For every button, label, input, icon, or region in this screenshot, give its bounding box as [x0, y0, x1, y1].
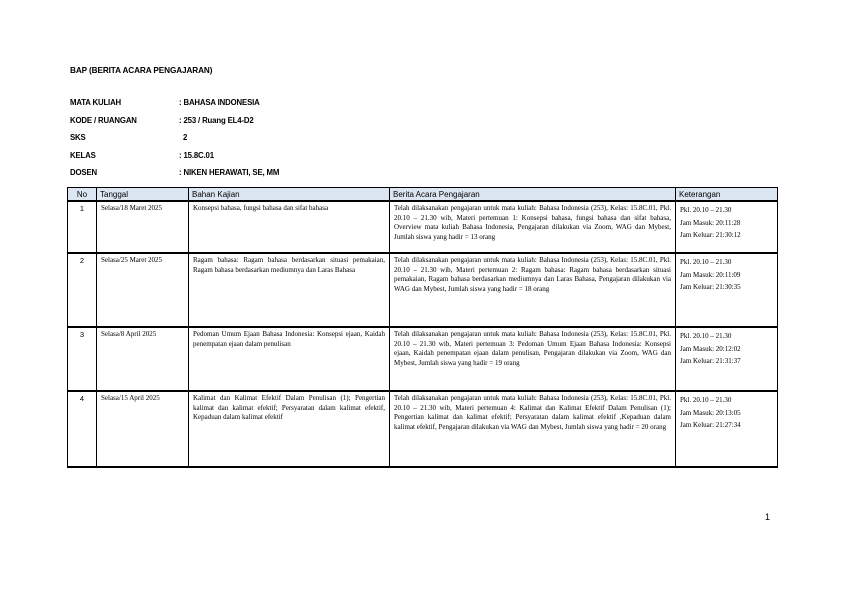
- meta-key: DOSEN: [70, 168, 97, 177]
- ket-pukul: Pkl. 20.10 – 21.30: [680, 258, 732, 266]
- meta-key: SKS: [70, 133, 86, 142]
- meta-value: : BAHASA INDONESIA: [179, 98, 260, 107]
- ket-jam-masuk: Jam Masuk: 20:13:05: [680, 408, 741, 417]
- cell-keterangan: [676, 391, 778, 467]
- cell-tanggal: Selasa/8 April 2025: [97, 327, 189, 391]
- bap-table: [67, 187, 778, 468]
- meta-value: 2: [179, 133, 188, 142]
- header-no: No: [68, 188, 97, 202]
- ket-jam-masuk: Jam Masuk: 20:11:09: [680, 270, 741, 279]
- ket-pukul: Pkl. 20.10 – 21.30: [680, 206, 732, 214]
- cell-keterangan: [676, 253, 778, 327]
- cell-berita-acara: Telah dilaksanakan pengajaran untuk mata kuliah: Bahasa Indonesia (253), Kelas: 15.8C.01, Pkl. 20.10 – 21.30 wib, Materi pertemuan 1: Konsepsi bahasa, fungsi bahasa dan sifat bahasa, Overview mata kuliah Bahasa Indonesia, Pengajaran dilakukan via Zoom, WAG dan Mybest, Jumlah siswa yang hadir = 13 orang: [390, 201, 676, 253]
- cell-berita-acara: Telah dilaksanakan pengajaran untuk mata kuliah: Bahasa Indonesia (253), Kelas: 15.8C.01, Pkl. 20.10 – 21.30 wib, Materi pertemuan 4: Kalimat dan Kalimat Efektif Dalam Penulisan (1); Pengertian kalimat dan kalimat efektif; Persyaratan dalam kalimat efektif ,Kepaduan dalam kalimat efektif, Pengajaran dilakukan via WAG dan Mybest, Jumlah siswa yang hadir = 20 orang: [390, 391, 676, 467]
- cell-no: 2: [68, 253, 97, 327]
- cell-no: 3: [68, 327, 97, 391]
- header-bahan-kajian: Bahan Kajian: [189, 188, 390, 202]
- table-row: [68, 391, 778, 467]
- table-row: [68, 201, 778, 253]
- ket-jam-keluar: Jam Keluar: 21:31:37: [680, 357, 741, 365]
- cell-no: 4: [68, 391, 97, 467]
- meta-value: : NIKEN HERAWATI, SE, MM: [179, 168, 280, 177]
- cell-tanggal: Selasa/25 Maret 2025: [97, 253, 189, 327]
- cell-bahan-kajian: Ragam bahasa: Ragam bahasa berdasarkan situasi pemakaian, Ragam bahasa berdasarkan mediumnya dan Laras Bahasa: [189, 253, 390, 327]
- cell-berita-acara: Telah dilaksanakan pengajaran untuk mata kuliah: Bahasa Indonesia (253), Kelas: 15.8C.01, Pkl. 20.10 – 21.30 wib, Materi pertemuan 2: Ragam bahasa: Ragam bahasa berdasarkan situasi pemakaian, Ragam bahasa berdasarkan mediumnya dan Laras Bahasa, Pengajaran dilakukan via WAG dan Mybest, Jumlah siswa yang hadir = 18 orang: [390, 253, 676, 327]
- cell-keterangan: [676, 201, 778, 253]
- meta-key: MATA KULIAH: [70, 98, 122, 107]
- cell-keterangan: [676, 327, 778, 391]
- meta-key: KELAS: [70, 151, 96, 160]
- ket-pukul: Pkl. 20.10 – 21.30: [680, 332, 732, 340]
- cell-bahan-kajian: Kalimat dan Kalimat Efektif Dalam Penulisan (1); Pengertian kalimat dan kalimat efektif; Persyaratan dalam kalimat efektif, Kepaduan dalam kalimat efektif: [189, 391, 390, 467]
- cell-tanggal: Selasa/15 April 2025: [97, 391, 189, 467]
- ket-pukul: Pkl. 20.10 – 21.30: [680, 396, 732, 404]
- meta-value: : 15.8C.01: [179, 151, 214, 160]
- table-row: [68, 327, 778, 391]
- cell-no: 1: [68, 201, 97, 253]
- header-berita-acara: Berita Acara Pengajaran: [390, 188, 676, 202]
- table-header-row: [68, 188, 778, 202]
- header-tanggal: Tanggal: [97, 188, 189, 202]
- cell-bahan-kajian: Pedoman Umum Ejaan Bahasa Indonesia: Konsepsi ejaan, Kaidah penempatan ejaan dalam penulisan: [189, 327, 390, 391]
- ket-jam-keluar: Jam Keluar: 21:30:35: [680, 283, 741, 291]
- meta-value: : 253 / Ruang EL4-D2: [179, 116, 254, 125]
- ket-jam-keluar: Jam Keluar: 21:27:34: [680, 421, 741, 429]
- ket-jam-masuk: Jam Masuk: 20:12:02: [680, 344, 741, 353]
- page-number: 1: [765, 512, 771, 522]
- cell-berita-acara: Telah dilaksanakan pengajaran untuk mata kuliah: Bahasa Indonesia (253), Kelas: 15.8C.01, Pkl. 20.10 – 21.30 wib, Materi pertemuan 3: Pedoman Umum Ejaan Bahasa Indonesia: Konsepsi ejaan, Kaidah penempatan ejaan dalam penulisan, Pengajaran dilakukan via Zoom, WAG dan Mybest, Jumlah siswa yang hadir = 19 orang: [390, 327, 676, 391]
- ket-jam-masuk: Jam Masuk: 20:11:28: [680, 218, 741, 227]
- table-row: [68, 253, 778, 327]
- ket-jam-keluar: Jam Keluar: 21:30:12: [680, 231, 741, 239]
- cell-bahan-kajian: Konsepsi bahasa, fungsi bahasa dan sifat bahasa: [189, 201, 390, 253]
- document-title: BAP (BERITA ACARA PENGAJARAN): [70, 66, 213, 75]
- meta-key: KODE / RUANGAN: [70, 116, 137, 125]
- header-keterangan: Keterangan: [676, 188, 778, 202]
- cell-tanggal: Selasa/18 Maret 2025: [97, 201, 189, 253]
